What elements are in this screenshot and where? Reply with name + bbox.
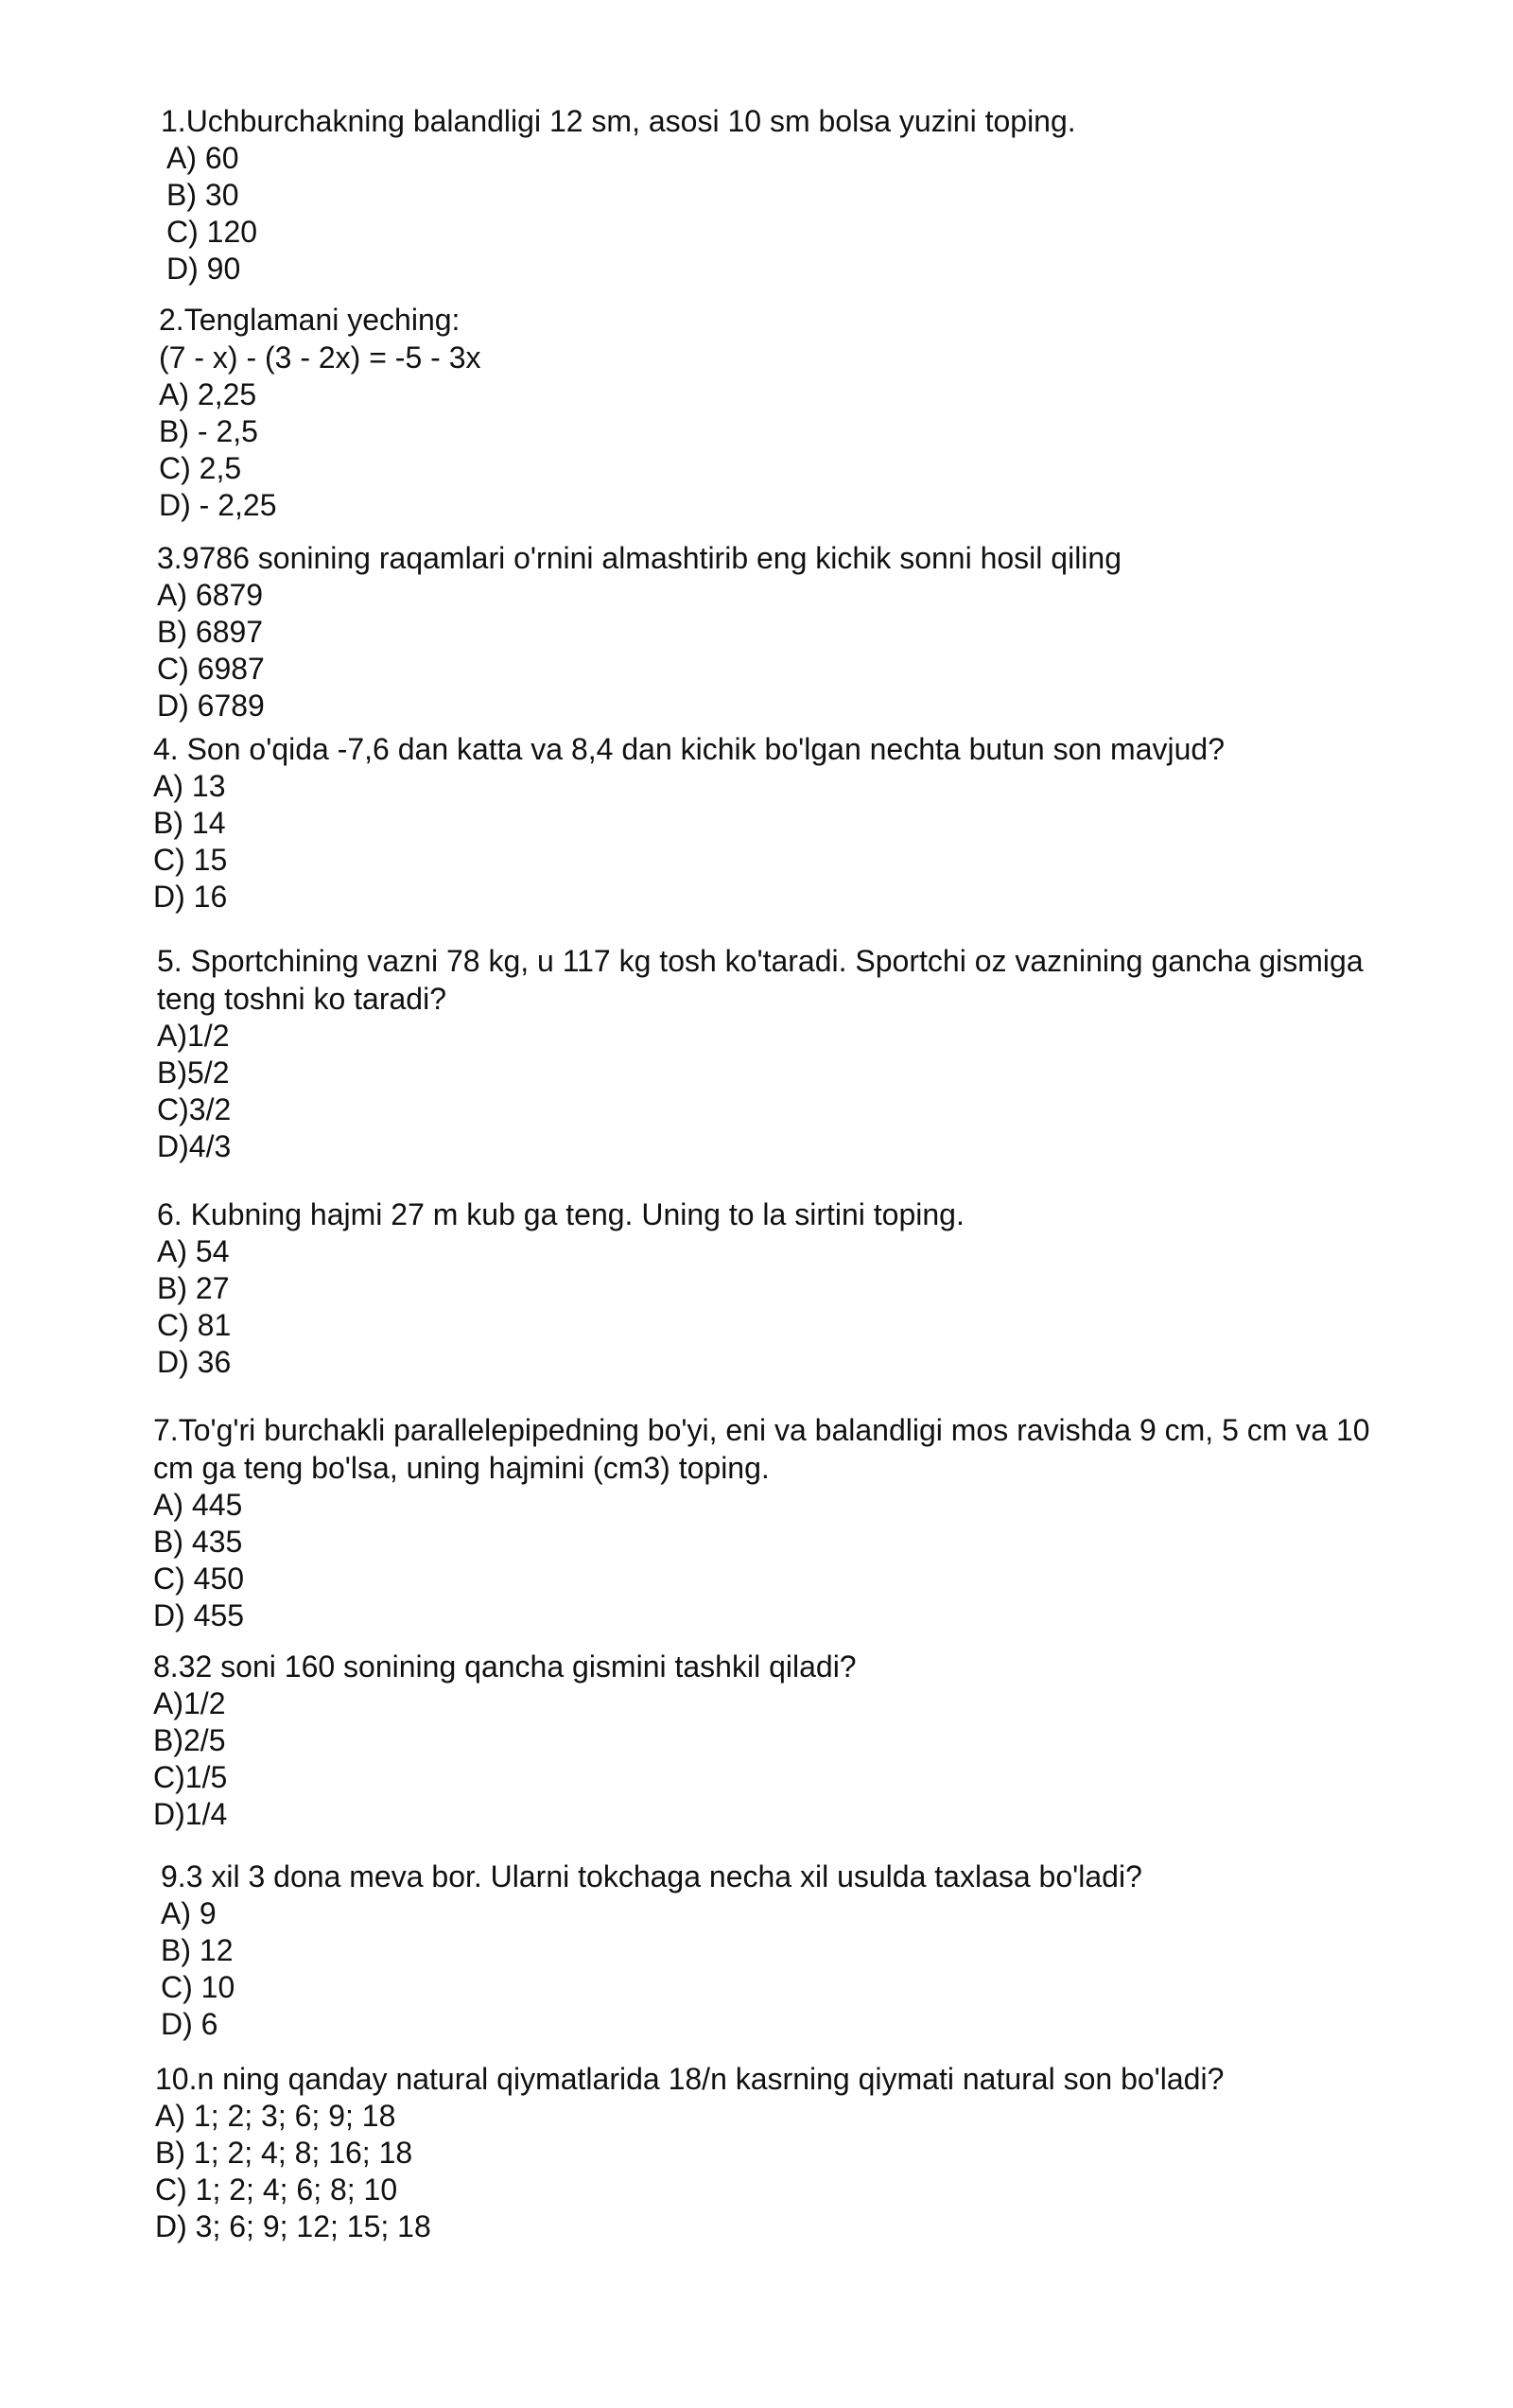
option-c: C) 450 bbox=[153, 1562, 245, 1596]
option-b: B) - 2,5 bbox=[159, 414, 258, 448]
option-a: A) 445 bbox=[153, 1488, 243, 1522]
option-d: D) - 2,25 bbox=[159, 488, 277, 522]
question-text: 10.n ning qanday natural qiymatlarida 18/n kasrning qiymati natural son bo'ladi? bbox=[155, 2062, 1225, 2096]
answer-options bbox=[153, 768, 1439, 916]
question-3 bbox=[157, 539, 1443, 724]
option-a: A) 9 bbox=[161, 1896, 217, 1930]
question-9 bbox=[161, 1858, 1447, 2043]
answer-options bbox=[157, 577, 1443, 724]
option-b: B)2/5 bbox=[153, 1723, 226, 1757]
option-c: C)1/5 bbox=[153, 1760, 228, 1794]
option-a: A) 13 bbox=[153, 769, 226, 803]
answer-options bbox=[155, 2098, 1441, 2245]
option-b: B) 14 bbox=[153, 806, 226, 840]
option-d: D) 16 bbox=[153, 880, 228, 914]
answer-options bbox=[161, 1895, 1447, 2043]
option-d: D) 90 bbox=[166, 252, 241, 286]
answer-options bbox=[157, 1233, 1443, 1381]
option-c: C) 1; 2; 4; 6; 8; 10 bbox=[155, 2172, 398, 2207]
option-a: A) 2,25 bbox=[159, 377, 257, 411]
option-d: D) 3; 6; 9; 12; 15; 18 bbox=[155, 2209, 431, 2243]
question-text: 2.Tenglamani yeching: bbox=[159, 303, 461, 337]
answer-options bbox=[161, 140, 1447, 288]
question-text: 7.To'g'ri burchakli parallelepipedning bo'yi, eni va balandligi mos ravishda 9 cm, 5 cm va 10 cm ga teng bo'lsa, uning hajmini (cm3) toping. bbox=[153, 1413, 1370, 1485]
option-d: D)1/4 bbox=[153, 1797, 228, 1831]
option-a: A)1/2 bbox=[157, 1019, 230, 1053]
option-c: C) 2,5 bbox=[159, 451, 242, 485]
question-text: 4. Son o'qida -7,6 dan katta va 8,4 dan kichik bo'lgan nechta butun son mavjud? bbox=[153, 732, 1225, 766]
option-b: B) 27 bbox=[157, 1271, 230, 1305]
question-2 bbox=[159, 301, 1445, 524]
question-6 bbox=[157, 1195, 1443, 1381]
option-d: D)4/3 bbox=[157, 1129, 232, 1163]
option-a: A) 60 bbox=[166, 141, 239, 175]
equation: (7 - x) - (3 - 2x) = -5 - 3x bbox=[159, 340, 481, 375]
option-b: B) 6897 bbox=[157, 615, 264, 649]
answer-options bbox=[159, 376, 1445, 524]
option-c: C) 81 bbox=[157, 1308, 232, 1342]
question-10 bbox=[155, 2060, 1441, 2245]
option-d: D) 6789 bbox=[157, 689, 265, 723]
option-a: A) 54 bbox=[157, 1234, 230, 1268]
option-c: C) 120 bbox=[166, 215, 258, 249]
option-d: D) 36 bbox=[157, 1345, 232, 1379]
option-b: B) 30 bbox=[166, 178, 239, 212]
option-a: A)1/2 bbox=[153, 1686, 226, 1720]
question-text: 8.32 soni 160 sonining qancha gismini tashkil qiladi? bbox=[153, 1649, 857, 1684]
option-b: B) 435 bbox=[153, 1525, 243, 1559]
question-text: 1.Uchburchakning balandligi 12 sm, asosi 10 sm bolsa yuzini toping. bbox=[161, 104, 1076, 138]
option-d: D) 455 bbox=[153, 1598, 245, 1632]
answer-options bbox=[157, 1018, 1443, 1165]
question-text: 9.3 xil 3 dona meva bor. Ularni tokchaga necha xil usulda taxlasa bo'ladi? bbox=[161, 1859, 1142, 1893]
option-c: C) 10 bbox=[161, 1970, 235, 2004]
question-4 bbox=[153, 730, 1439, 916]
option-a: A) 1; 2; 3; 6; 9; 18 bbox=[155, 2099, 396, 2133]
answer-options bbox=[153, 1685, 1439, 1833]
option-c: C) 15 bbox=[153, 843, 228, 877]
option-d: D) 6 bbox=[161, 2007, 218, 2041]
question-text: 3.9786 sonining raqamlari o'rnini almashtirib eng kichik sonni hosil qiling bbox=[157, 541, 1122, 575]
question-text: 5. Sportchining vazni 78 kg, u 117 kg tosh ko'taradi. Sportchi oz vaznining gancha gismiga teng toshni ko taradi? bbox=[157, 944, 1364, 1016]
option-c: C)3/2 bbox=[157, 1092, 232, 1126]
answer-options bbox=[153, 1487, 1439, 1634]
question-8 bbox=[153, 1648, 1439, 1833]
question-7 bbox=[153, 1411, 1439, 1634]
option-b: B)5/2 bbox=[157, 1056, 230, 1090]
option-a: A) 6879 bbox=[157, 578, 264, 612]
option-b: B) 1; 2; 4; 8; 16; 18 bbox=[155, 2136, 413, 2170]
question-text: 6. Kubning hajmi 27 m kub ga teng. Uning to la sirtini toping. bbox=[157, 1197, 965, 1231]
question-1 bbox=[161, 102, 1447, 288]
question-5 bbox=[157, 942, 1443, 1165]
option-c: C) 6987 bbox=[157, 652, 265, 686]
option-b: B) 12 bbox=[161, 1933, 234, 1967]
